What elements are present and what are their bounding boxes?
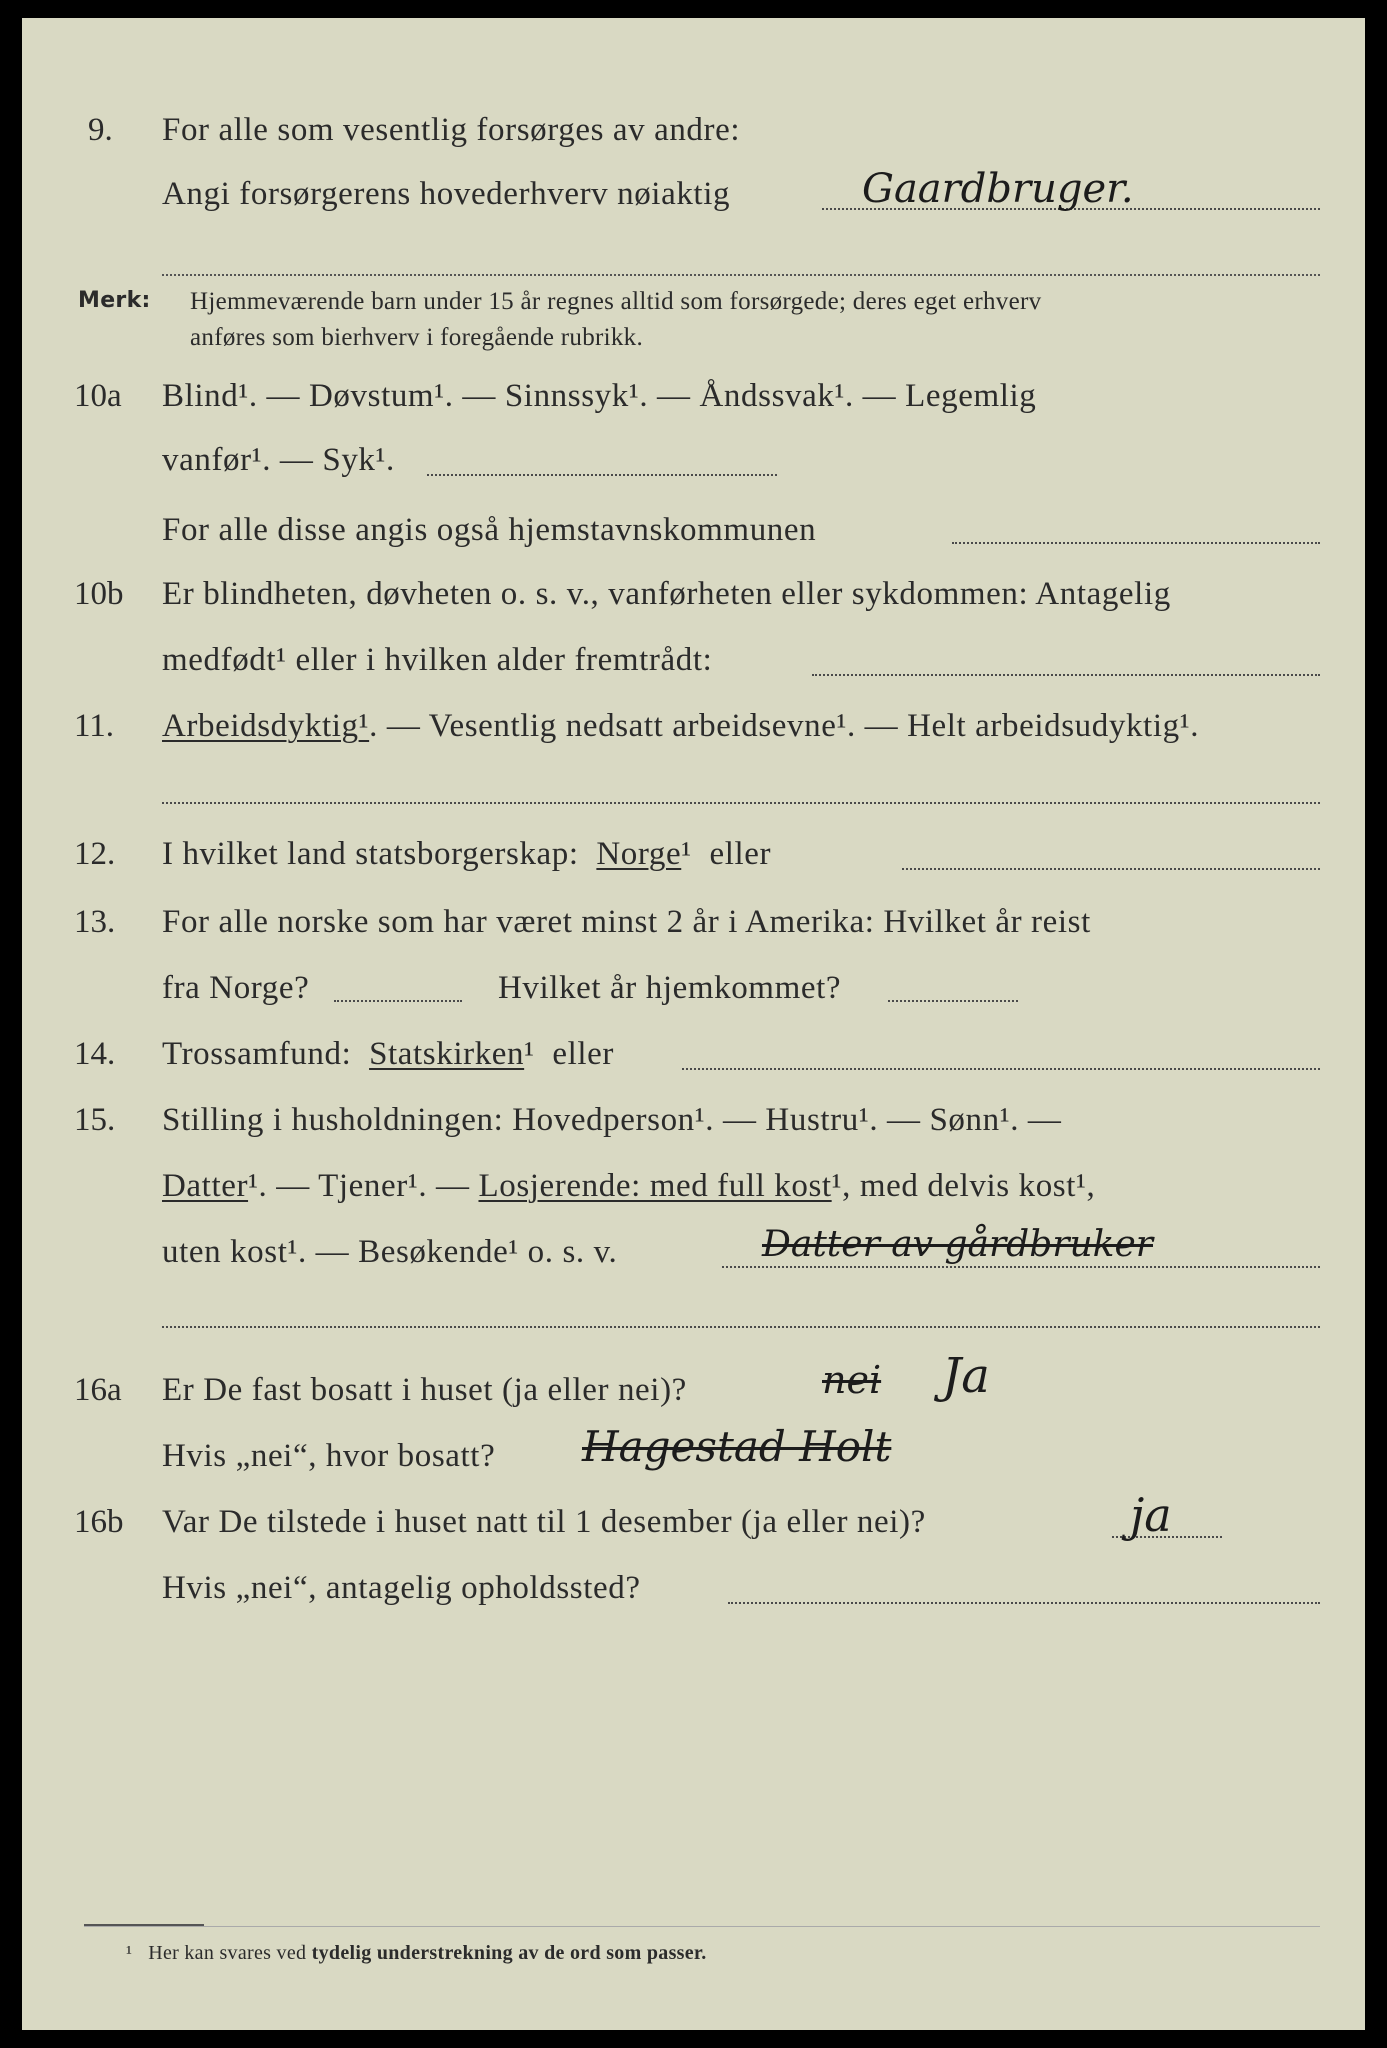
footnote-rule-long	[84, 1926, 1320, 1927]
q14-question: Trossamfund:	[162, 1036, 352, 1072]
q11-text	[162, 708, 1199, 745]
q16a-answer-ja: Ja	[942, 1348, 990, 1404]
q16b-number: 16b	[74, 1504, 124, 1540]
q12-question: I hvilket land statsborgerskap:	[162, 836, 579, 872]
q10a-number: 10a	[74, 378, 122, 414]
q11-number: 11.	[74, 708, 115, 744]
q13-line1: For alle norske som har været minst 2 år i Amerika: Hvilket år reist	[162, 904, 1091, 940]
q10a-line1: Blind¹. — Døvstum¹. — Sinnssyk¹. — Åndssvak¹. — Legemlig	[162, 378, 1037, 414]
q15-answer-handwritten: Datter av gårdbruker	[762, 1224, 1153, 1265]
merk-line2: anføres som bierhverv i foregående rubrikk.	[190, 324, 644, 351]
q14-answer-line	[682, 1068, 1320, 1070]
q15-extra-line	[162, 1326, 1320, 1328]
footnote-bold: tydelig understrekning av de ord som passer.	[311, 1942, 707, 1964]
q13-hjemkommet-line	[888, 1000, 1018, 1002]
q14-sup: ¹	[524, 1036, 535, 1072]
q11-answer-line	[162, 802, 1320, 804]
q15-delvis: ¹, med delvis kost¹,	[831, 1168, 1096, 1204]
q13-line2a: fra Norge?	[162, 970, 310, 1006]
q10a-line2: vanfør¹. — Syk¹.	[162, 442, 395, 478]
q10a-answer-line	[427, 474, 777, 476]
q9-answer-handwritten: Gaardbruger.	[862, 166, 1134, 212]
q14-text	[162, 1036, 614, 1073]
q12-number: 12.	[74, 836, 116, 872]
q16b-answer-ja: ja	[1130, 1488, 1172, 1542]
q10a-line3: For alle disse angis også hjemstavnskommunen	[162, 512, 817, 548]
footnote-text	[126, 1942, 707, 1965]
q15-line1: Stilling i husholdningen: Hovedperson¹. — Hustru¹. — Sønn¹. —	[162, 1102, 1062, 1138]
q12-answer-line	[902, 868, 1320, 870]
q10b-number: 10b	[74, 576, 124, 612]
q16b-line2: Hvis „nei“, antagelig opholdssted?	[162, 1570, 641, 1606]
merk-label: Merk:	[78, 288, 151, 313]
q16b-line1: Var De tilstede i huset natt til 1 desember (ja eller nei)?	[162, 1504, 926, 1540]
census-form-page	[22, 18, 1365, 2030]
q13-reist-line	[334, 1000, 462, 1002]
q15-losjerende-underlined: Losjerende: med full kost	[478, 1168, 832, 1204]
q9-line2: Angi forsørgerens hovederhverv nøiaktig	[162, 176, 731, 212]
footnote-pre: Her kan svares ved	[148, 1942, 307, 1964]
q15-answer-line	[722, 1266, 1320, 1268]
q15-line3: uten kost¹. — Besøkende¹ o. s. v.	[162, 1234, 618, 1270]
q9-number: 9.	[88, 112, 113, 148]
q15-datter-underlined: Datter	[162, 1168, 249, 1204]
q11-sup: ¹	[358, 708, 370, 744]
separator-line	[162, 274, 1320, 276]
q9-line1: For alle som vesentlig forsørges av andre:	[162, 112, 741, 148]
q14-option-statskirken: Statskirken	[369, 1036, 525, 1072]
q16a-line1: Er De fast bosatt i huset (ja eller nei)?	[162, 1372, 687, 1408]
q11-underlined-option: Arbeidsdyktig	[162, 708, 359, 744]
q16b-opholdssted-line	[728, 1602, 1320, 1604]
q13-number: 13.	[74, 904, 116, 940]
q15-line2	[162, 1168, 1095, 1205]
q10b-line1: Er blindheten, døvheten o. s. v., vanførheten eller sykdommen: Antagelig	[162, 576, 1171, 612]
q14-number: 14.	[74, 1036, 116, 1072]
q10b-line2: medfødt¹ eller i hvilken alder fremtrådt:	[162, 642, 713, 678]
q10b-answer-line	[812, 674, 1320, 676]
q16a-answer-struck: nei	[822, 1358, 882, 1402]
q11-rest: . — Vesentlig nedsatt arbeidsevne¹. — Helt arbeidsudyktig¹.	[369, 708, 1200, 744]
q16a-answer-bosatt-struck: Hagestad Holt	[582, 1422, 892, 1471]
q16a-line2: Hvis „nei“, hvor bosatt?	[162, 1438, 496, 1474]
q16a-number: 16a	[74, 1372, 122, 1408]
q12-option-norge: Norge	[596, 836, 682, 872]
q10a-hjemstavn-line	[952, 542, 1320, 544]
q12-text	[162, 836, 771, 873]
footnote-mark: ¹	[126, 1942, 133, 1964]
q12-sup: ¹	[681, 836, 692, 872]
q13-line2b: Hvilket år hjemkommet?	[498, 970, 842, 1006]
q15-tjener: ¹. — Tjener¹. —	[248, 1168, 470, 1204]
merk-line1: Hjemmeværende barn under 15 år regnes alltid som forsørgede; deres eget erhverv	[190, 288, 1042, 315]
q12-eller: eller	[709, 836, 772, 872]
q14-eller: eller	[552, 1036, 614, 1072]
q15-number: 15.	[74, 1102, 116, 1138]
